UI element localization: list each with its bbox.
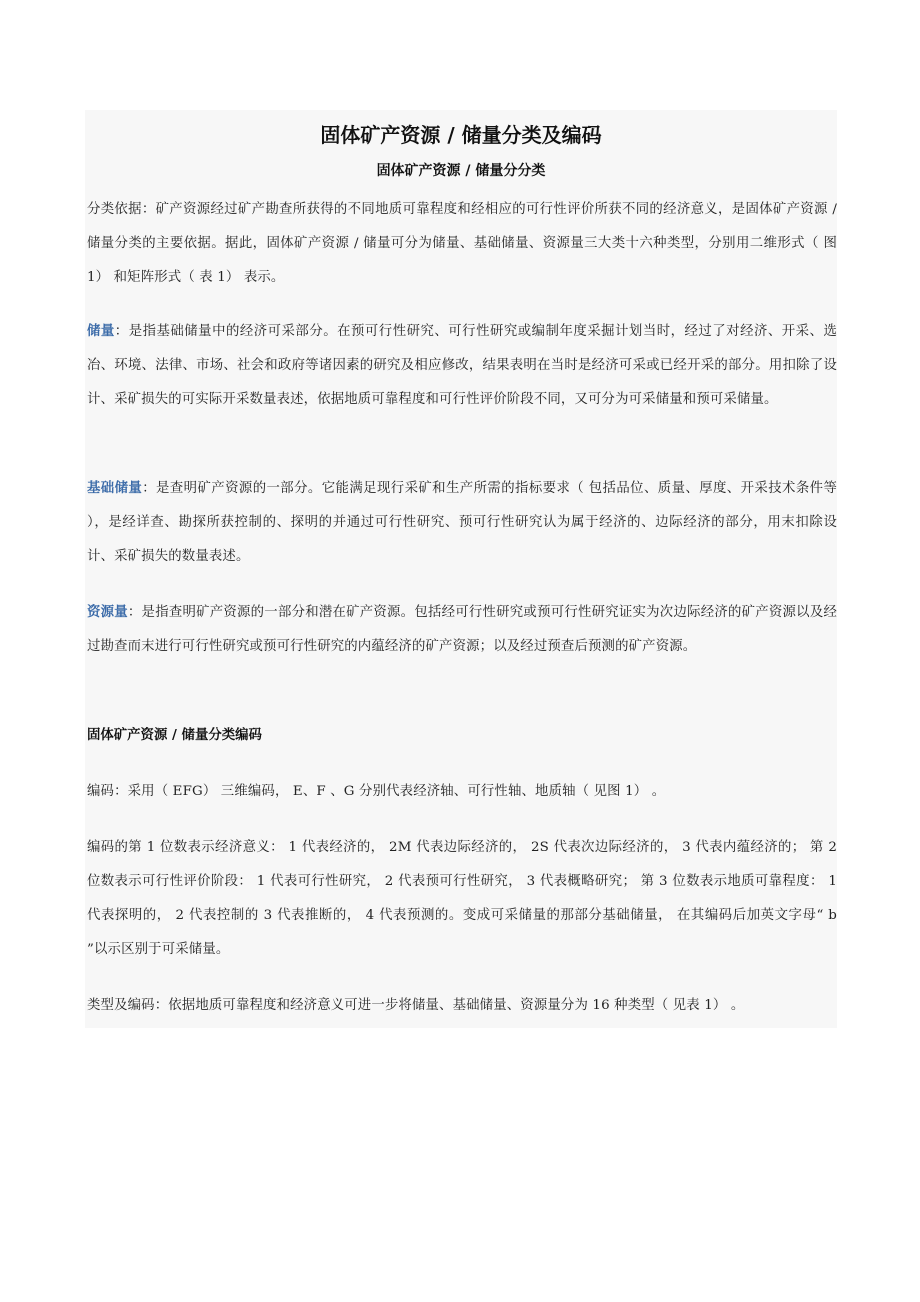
classification-basis-paragraph: 分类依据：矿产资源经过矿产勘查所获得的不同地质可靠程度和经相应的可行性评价所获不同的经济意义，是固体矿产资源 / 储量分类的主要依据。据此，固体矿产资源 / 储量可分为储量、基础储量、资源量三大类十六种类型，分别用二维形式（ 图 1） 和矩阵形式（ 表 1） 表示。 <box>87 202 837 285</box>
page-title: 固体矿产资源 / 储量分类及编码 <box>320 123 602 147</box>
resources-term: 资源量 <box>87 605 128 620</box>
reserves-term: 储量 <box>87 324 115 339</box>
basic-reserves-term: 基础储量 <box>87 481 143 496</box>
resources-definition: ：是指查明矿产资源的一部分和潜在矿产资源。包括经可行性研究或预可行性研究证实为次边际经济的矿产资源以及经过勘查而末进行可行性研究或预可行性研究的内蕴经济的矿产资源；以及经过预查后预测的矿产资源。 <box>87 605 838 654</box>
coding-method-paragraph: 编码：采用（ EFG） 三维编码， E、F 、G 分别代表经济轴、可行性轴、地质轴（ 见图 1） 。 <box>87 784 666 799</box>
coding-section-heading: 固体矿产资源 / 储量分类编码 <box>87 728 262 743</box>
coding-digits-paragraph: 编码的第 1 位数表示经济意义： 1 代表经济的， 2M 代表边际经济的， 2S 代表次边际经济的， 3 代表内蕴经济的； 第 2 位数表示可行性评价阶段： 1 代表可行性研究， 2 代表预可行性研究， 3 代表概略研究； 第 3 位数表示地质可靠程度： 1 代表探明的， 2 代表控制的 3 代表推断的， 4 代表预测的。变成可采储量的那部分基础储量， 在其编码后加英文字母“ b ”以示区别于可采储量。 <box>87 840 837 957</box>
basic-reserves-definition: ：是查明矿产资源的一部分。它能满足现行采矿和生产所需的指标要求（ 包括品位、质量、厚度、开采技术条件等 ），是经详查、勘探所获控制的、探明的并通过可行性研究、预可行性研究认为属于经济的、边际经济的部分，用末扣除设计、采矿损失的数量表述。 <box>87 481 837 564</box>
resources-paragraph <box>87 596 837 664</box>
page-subtitle: 固体矿产资源 / 储量分分类 <box>376 163 546 179</box>
types-paragraph: 类型及编码：依据地质可靠程度和经济意义可进一步将储量、基础储量、资源量分为 16 种类型（ 见表 1） 。 <box>87 998 745 1013</box>
basic-reserves-paragraph <box>87 472 837 574</box>
reserves-definition: ：是指基础储量中的经济可采部分。在预可行性研究、可行性研究或编制年度采掘计划当时，经过了对经济、开采、选冶、环境、法律、市场、社会和政府等诸因素的研究及相应修改，结果表明在当时是经济可采或已经开采的部分。用扣除了设计、采矿损失的可实际开采数量表述，依据地质可靠程度和可行性评价阶段不同，又可分为可采储量和预可采储量。 <box>87 324 837 407</box>
reserves-paragraph <box>87 315 837 417</box>
